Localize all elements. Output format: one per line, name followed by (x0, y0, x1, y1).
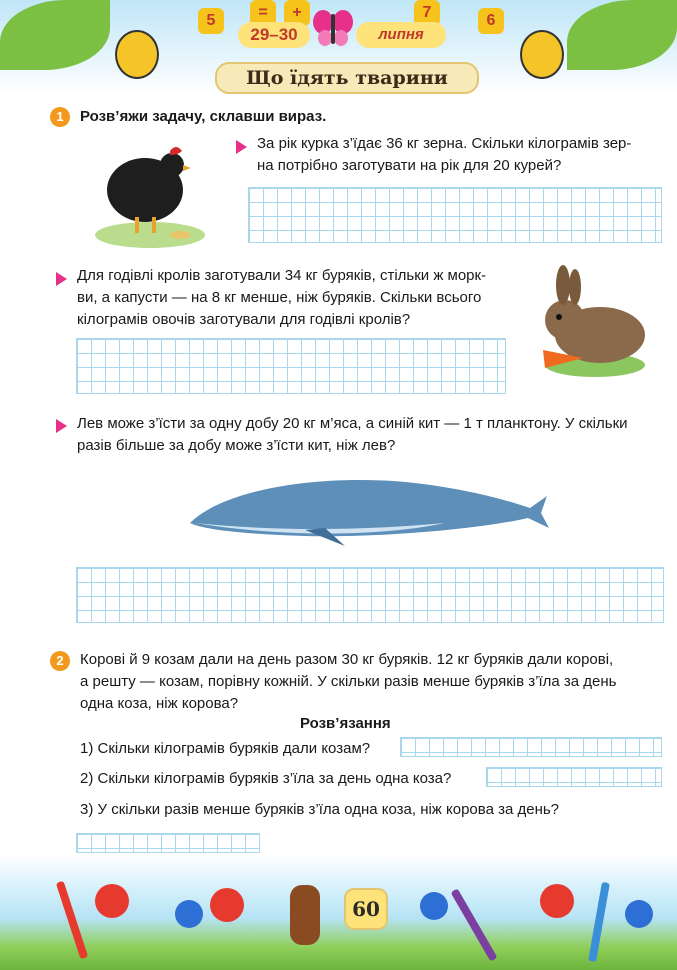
solution-question: 2) Скільки кілограмів буряків з’їла за день одна коза? (80, 770, 452, 787)
deco-number: 6 (478, 8, 504, 34)
bullet-arrow-icon (56, 419, 67, 433)
month-label: липня (356, 22, 446, 48)
bee-icon (520, 30, 564, 79)
answer-grid[interactable] (76, 833, 260, 853)
bullet-arrow-icon (236, 140, 247, 154)
bullet-arrow-icon (56, 272, 67, 286)
task-number-badge: 2 (50, 651, 70, 671)
answer-grid[interactable] (76, 567, 664, 623)
task-number-badge: 1 (50, 107, 70, 127)
solution-title: Розв’язання (300, 715, 391, 732)
answer-grid[interactable] (486, 767, 662, 787)
problem-line: Для годівлі кролів заготували 34 кг буряків, стільки ж морк- (77, 267, 487, 284)
cornflower-icon (420, 892, 448, 920)
cornflower-icon (625, 900, 653, 928)
solution-question: 1) Скільки кілограмів буряків дали козам? (80, 740, 371, 757)
answer-grid[interactable] (76, 338, 506, 394)
butterfly-icon (312, 8, 354, 48)
problem-line: Корові й 9 козам дали на день разом 30 кг буряків. 12 кг буряків дали корові, (80, 651, 614, 668)
page-title: Що їдять тварини (215, 62, 479, 94)
poppy-flower-icon (210, 888, 244, 922)
problem-line: а решту — козам, порівну кожній. У скільки разів менше буряків з’їла за день (80, 673, 617, 690)
problem-line: Лев може з’їсти за одну добу 20 кг м’яса, а синій кит — 1 т планктону. У скільки (77, 415, 628, 432)
problem-line: одна коза, ніж корова? (80, 695, 239, 712)
problem-line: разів більше за добу може з’їсти кит, ніж лев? (77, 437, 396, 454)
deco-number: = (250, 0, 276, 26)
poppy-flower-icon (95, 884, 129, 918)
problem-line: на потрібно заготувати на рік для 20 курей? (257, 157, 562, 174)
hen-image (90, 135, 210, 250)
answer-grid[interactable] (248, 187, 662, 243)
deco-number: 7 (414, 0, 440, 26)
poppy-flower-icon (540, 884, 574, 918)
cornflower-icon (175, 900, 203, 928)
problem-line: За рік курка з’їдає 36 кг зерна. Скільки кілограмів зер- (257, 135, 632, 152)
rabbit-image (535, 265, 655, 380)
task-instruction: Розв’яжи задачу, склавши вираз. (80, 108, 327, 125)
deco-number: 5 (198, 8, 224, 34)
ant-icon (290, 885, 320, 945)
whale-image (185, 468, 550, 548)
page-number: 60 (344, 888, 388, 930)
date-range: 29–30 (238, 22, 310, 48)
problem-line: ви, а капусти — на 8 кг менше, ніж буряків. Скільки всього (77, 289, 482, 306)
deco-number: + (284, 0, 310, 26)
problem-line: кілограмів овочів заготували для годівлі кролів? (77, 311, 411, 328)
solution-question: 3) У скільки разів менше буряків з’їла одна коза, ніж корова за день? (80, 801, 560, 818)
answer-grid[interactable] (400, 737, 662, 757)
bee-icon (115, 30, 159, 79)
